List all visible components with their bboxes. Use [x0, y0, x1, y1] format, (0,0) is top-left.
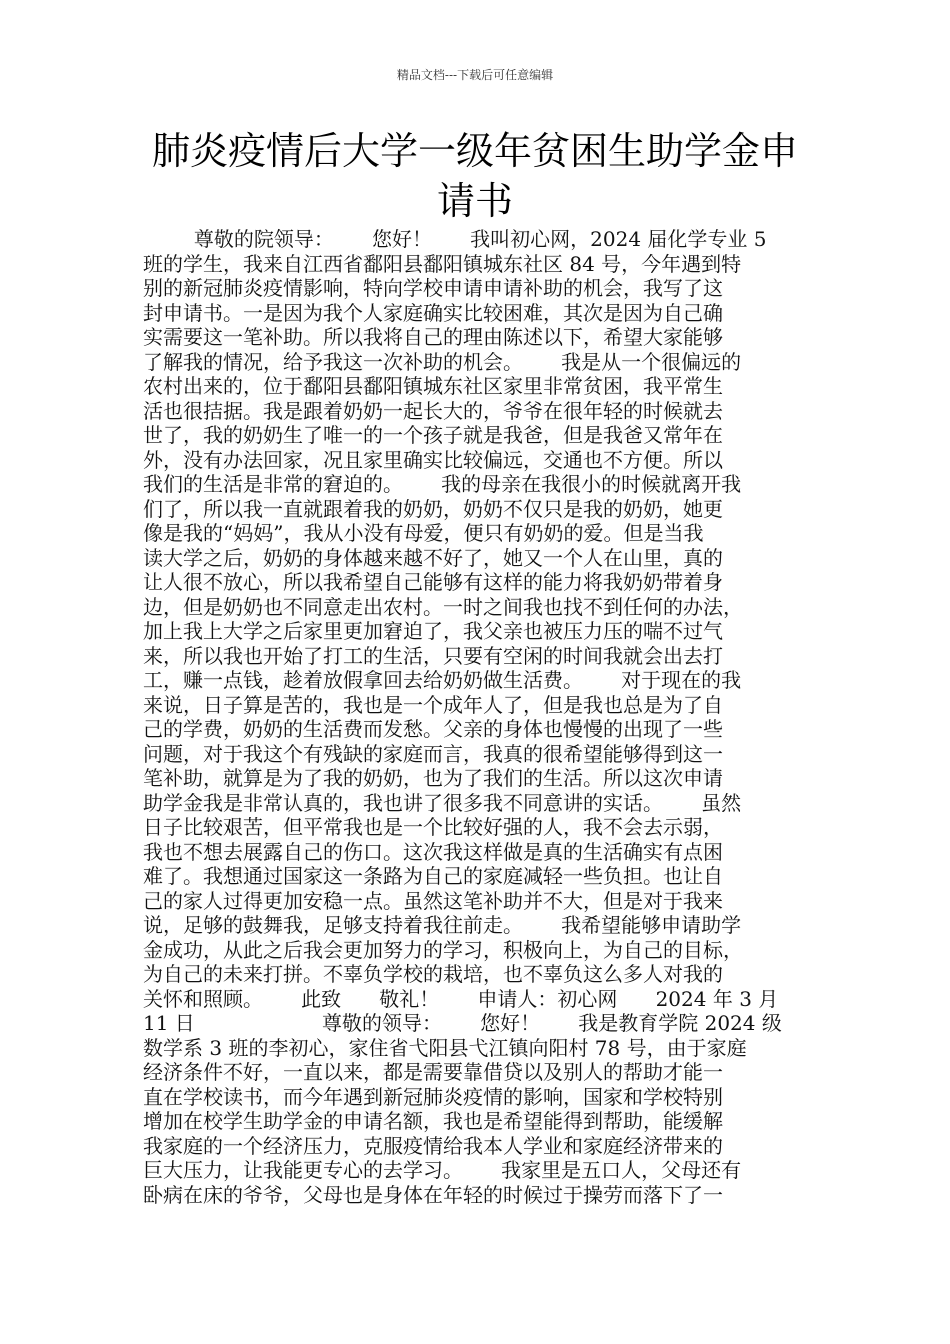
header-note: 精品文档---下载后可任意编辑: [396, 68, 554, 82]
body-line: 了解我的情况，给予我这一次补助的机会。 我是从一个很偏远的: [143, 349, 742, 374]
body-line: 来，所以我也开始了打工的生活，只要有空闲的时间我就会出去打: [143, 643, 723, 668]
body-line: 我也不想去展露自己的伤口。这次我这样做是真的生活确实有点困: [143, 839, 723, 864]
body-line: 直在学校读书，而今年遇到新冠肺炎疫情的影响，国家和学校特别: [143, 1084, 723, 1109]
body-line: 外，没有办法回家，况且家里确实比较偏远，交通也不方便。所以: [143, 447, 723, 472]
body-line: 笔补助，就算是为了我的奶奶，也为了我们的生活。所以这次申请: [143, 766, 723, 790]
body-line: 活也很拮据。我是跟着奶奶一起长大的，爷爷在很年轻的时候就去: [143, 398, 723, 423]
body-line: 增加在校学生助学金的申请名额，我也是希望能得到帮助，能缓解: [143, 1109, 723, 1133]
body-line: 经济条件不好，一直以来，都是需要靠借贷以及别人的帮助才能一: [143, 1060, 723, 1084]
body-line: 巨大压力，让我能更专心的去学习。 我家里是五口人，父母还有: [143, 1158, 742, 1182]
body-line: 11 日 尊敬的领导： 您好！ 我是教育学院 2024 级: [143, 1011, 782, 1035]
body-line: 助学金我是非常认真的，我也讲了很多我不同意讲的实话。 虽然: [143, 790, 742, 815]
body-line: 封申请书。一是因为我个人家庭确实比较困难，其次是因为自己确: [143, 300, 723, 325]
body-line: 关怀和照顾。 此致 敬礼！ 申请人：初心网 2024 年 3 月: [143, 986, 779, 1011]
body-line: 们了，所以我一直就跟着我的奶奶，奶奶不仅只是我的奶奶，她更: [143, 496, 723, 521]
body-line: 问题，对于我这个有残缺的家庭而言，我真的很希望能够得到这一: [143, 741, 723, 766]
body-line: 说，足够的鼓舞我，足够支持着我往前走。 我希望能够申请助学: [143, 913, 742, 937]
body-line: 己的学费，奶奶的生活费而发愁。父亲的身体也慢慢的出现了一些: [143, 717, 723, 741]
body-line: 世了，我的奶奶生了唯一的一个孩子就是我爸，但是我爸又常年在: [143, 423, 723, 447]
body-line: 像是我的“妈妈”，我从小没有母爱，便只有奶奶的爱。但是当我: [143, 521, 704, 545]
document-body: [143, 227, 813, 1207]
document-title: [135, 126, 815, 226]
body-line: 边，但是奶奶也不同意走出农村。一时之间我也找不到任何的办法，: [143, 594, 743, 619]
body-line: 己的家人过得更加安稳一点。虽然这笔补助并不大，但是对于我来: [143, 888, 723, 913]
body-line: 读大学之后，奶奶的身体越来越不好了，她又一个人在山里，真的: [143, 545, 723, 570]
title-line-1: 肺炎疫情后大学一级年贫困生助学金申: [151, 129, 798, 173]
body-line: 农村出来的，位于鄱阳县鄱阳镇城东社区家里非常贫困，我平常生: [143, 374, 723, 398]
body-line: 日子比较艰苦，但平常我也是一个比较好强的人，我不会去示弱，: [143, 815, 723, 839]
body-line: 加上我上大学之后家里更加窘迫了，我父亲也被压力压的喘不过气: [143, 619, 723, 643]
body-line: 让人很不放心，所以我希望自己能够有这样的能力将我奶奶带着身: [143, 570, 723, 594]
body-line: 数学系 3 班的李初心，家住省弋阳县弋江镇向阳村 78 号，由于家庭: [143, 1035, 747, 1060]
body-line: 我们的生活是非常的窘迫的。 我的母亲在我很小的时候就离开我: [143, 472, 742, 496]
body-line: 来说，日子算是苦的，我也是一个成年人了，但是我也总是为了自: [143, 692, 723, 717]
body-line: 别的新冠肺炎疫情影响，特向学校申请申请补助的机会，我写了这: [143, 276, 723, 300]
body-line: 工，赚一点钱，趁着放假拿回去给奶奶做生活费。 对于现在的我: [143, 668, 742, 692]
body-line: 卧病在床的爷爷，父母也是身体在年轻的时候过于操劳而落下了一: [143, 1182, 723, 1207]
body-line: 我家庭的一个经济压力，克服疫情给我本人学业和家庭经济带来的: [143, 1133, 723, 1158]
body-line: 难了。我想通过国家这一条路为自己的家庭减轻一些负担。也让自: [143, 864, 723, 888]
title-line-2: 请书: [436, 179, 513, 223]
body-line: 实需要这一笔补助。所以我将自己的理由陈述以下，希望大家能够: [143, 325, 723, 349]
body-line: 为自己的未来打拼。不辜负学校的栽培，也不辜负这么多人对我的: [143, 962, 723, 986]
body-line: 班的学生，我来自江西省鄱阳县鄱阳镇城东社区 84 号，今年遇到特: [143, 251, 742, 276]
body-line: 金成功，从此之后我会更加努力的学习，积极向上，为自己的目标，: [143, 937, 743, 962]
body-line: 尊敬的院领导： 您好！ 我叫初心网，2024 届化学专业 5: [143, 227, 767, 251]
